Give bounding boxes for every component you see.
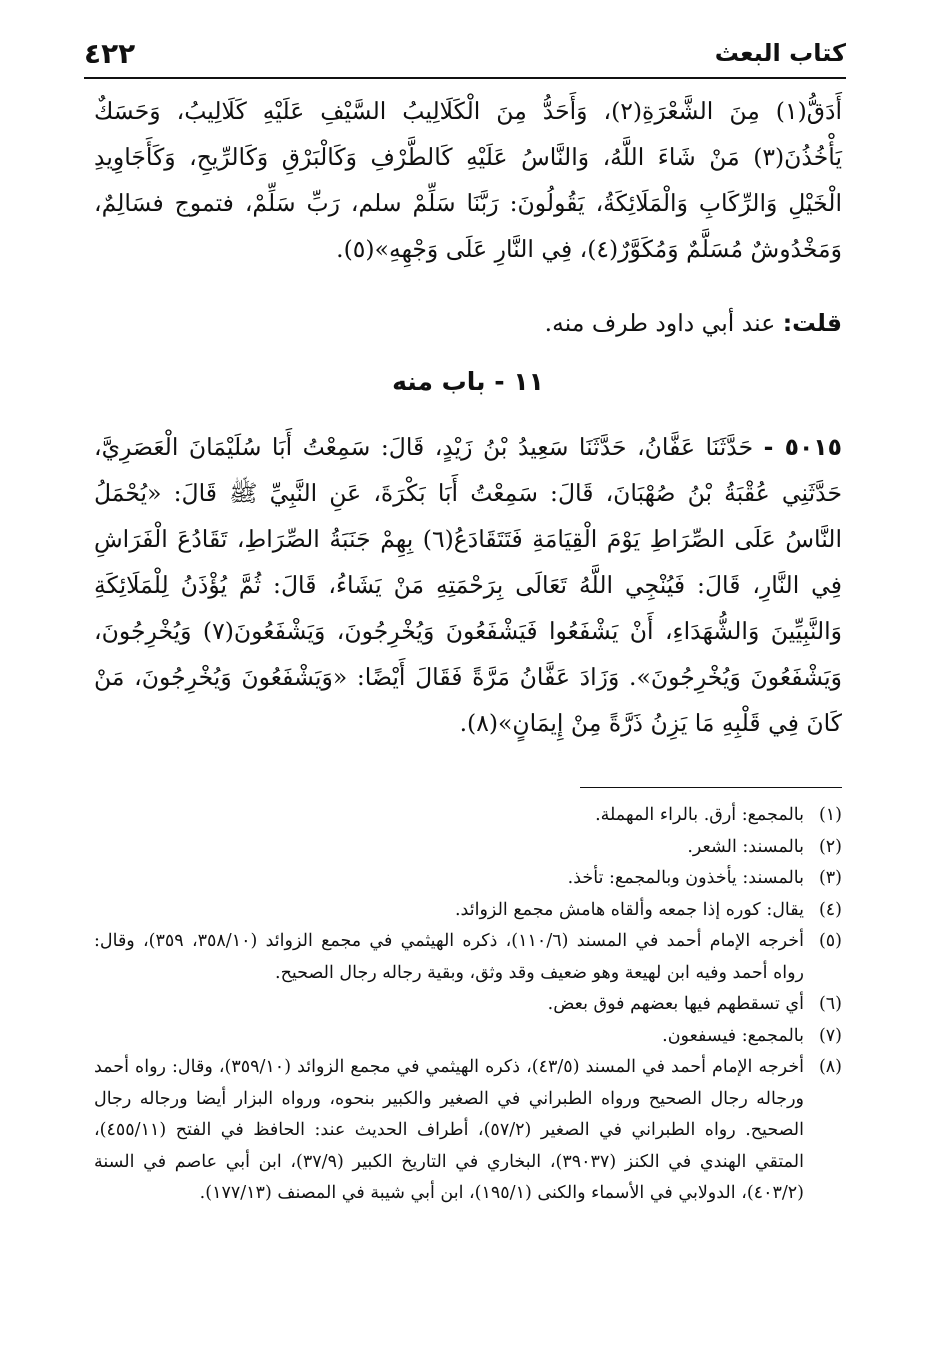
footnote-text: بالمجمع: فيسفعون. — [662, 1025, 804, 1046]
footnotes — [94, 800, 842, 1210]
footnote-1 — [94, 800, 842, 832]
footnote-divider — [580, 787, 842, 788]
paragraph-text: أَدَقُّ(١) مِنَ الشَّعْرَةِ(٢)، وَأَحَدُّ مِنَ الْكَلَالِيبُ السَّيْفِ عَلَيْهِ كَلَالِيبُ، وَحَسَكٌ يَأْخُذُنَ(٣) مَنْ شَاءَ اللَّهُ، وَالنَّاسُ عَلَيْهِ كَالطَّرْفِ وَكَالْبَرْقِ وَكَالرِّيحِ، وَكَأَجَاوِيدِ الْخَيْلِ وَالرِّكَابِ وَالْمَلَائِكَةُ، يَقُولُونَ: رَبَّنَا سَلِّمْ سلم، رَبِّ سَلِّمْ، فتموج فسَالِمٌ، وَمَخْدُوشٌ مُسَلَّمٌ وَمُكَوَّرٌ(٤)، فِي النَّارِ عَلَى وَجْهِهِ»(٥). — [94, 97, 842, 263]
footnote-number: (٦) — [818, 994, 842, 1014]
hadith-text: حَدَّثَنَا عَفَّانُ، حَدَّثَنَا سَعِيدُ بْنُ زَيْدٍ، قَالَ: سَمِعْتُ أَبَا سُلَيْمَانَ الْعَصَرِيَّ، حَدَّثَنِي عُقْبَةُ بْنُ صُهْبَانَ، قَالَ: سَمِعْتُ أَبَا بَكْرَةَ، عَنِ النَّبِيِّ ﷺ قَالَ: «يُحْمَلُ النَّاسُ عَلَى الصِّرَاطِ يَوْمَ الْقِيَامَةِ فَتَتَقَادَعُ(٦) بِهِمْ جَنَبَةُ الصِّرَاطِ، تَقَادُعَ الْفَرَاشِ فِي النَّارِ، قَالَ: فَيُنْجِي اللَّهُ تَعَالَى بِرَحْمَتِهِ مَنْ يَشَاءُ، قَالَ: ثُمَّ يُؤْذَنُ لِلْمَلَائِكَةِ وَالنَّبِيِّينَ وَالشُّهَدَاءِ، أَنْ يَشْفَعُوا فَيَشْفَعُونَ وَيُخْرِجُونَ، وَيَشْفَعُونَ(٧) وَيُخْرِجُونَ، وَيَشْفَعُونَ وَيُخْرِجُونَ». وَزَادَ عَفَّانُ مَرَّةً فَقَالَ أَيْضًا: «وَيَشْفَعُونَ وَيُخْرِجُونَ، مَنْ كَانَ فِي قَلْبِهِ مَا يَزِنُ ذَرَّةً مِنْ إِيمَانٍ»(٨). — [94, 433, 842, 737]
note-label: قلت: — [782, 309, 842, 337]
header-divider — [84, 77, 846, 79]
footnote-6 — [94, 989, 842, 1021]
footnote-number: (٣) — [818, 868, 842, 888]
footnote-7 — [94, 1021, 842, 1053]
footnote-3 — [94, 863, 842, 895]
footnote-number: (٨) — [818, 1057, 842, 1077]
footnote-5 — [94, 926, 842, 989]
hadith-5015 — [94, 424, 842, 746]
footnote-8 — [94, 1052, 842, 1210]
footnote-text: أخرجه الإمام أحمد في المسند (٤٣/٥)، ذكره الهيثمي في مجمع الزوائد (٣٥٩/١٠)، وقال: رواه أحمد ورجاله رجال الصحيح ورواه الطبراني في الصغير والكبير بنحوه، ورواه البزار أيضا ورجاله رجال الصحيح. رواه الطبراني في الصغير (٥٧/٢)، أطراف الحديث عند: الحافظ في الفتح (٤٥٥/١١)، المتقي الهندي في الكنز (٣٩٠٣٧)، البخاري في التاريخ الكبير (٣٧/٩)، ابن أبي عاصم في السنة (٤٠٣/٢)، الدولابي في الأسماء والكنى (١٩٥/١)، ابن أبي شيبة في المصنف (١٧٧/١٣). — [94, 1057, 805, 1203]
hadith-number: ٥٠١٥ - — [763, 433, 842, 461]
paragraph-hadith-continuation — [94, 88, 842, 272]
footnote-text: يقال: كوره إذا جمعه وألقاه هامش مجمع الزوائد. — [454, 899, 804, 920]
editor-note — [94, 300, 842, 346]
footnote-2 — [94, 832, 842, 864]
footnote-number: (٥) — [818, 931, 842, 951]
footnote-number: (٤) — [818, 899, 842, 920]
footnote-text: بالمجمع: أرق. بالراء المهملة. — [595, 805, 804, 825]
footnote-text: بالمسند: يأخذون وبالمجمع: تأخذ. — [567, 868, 804, 888]
section-heading: ١١ - باب منه — [392, 367, 544, 396]
footnote-number: (١) — [818, 805, 842, 825]
running-title: كتاب البعث — [714, 39, 846, 67]
footnote-number: (٢) — [818, 836, 842, 857]
footnote-4 — [94, 895, 842, 927]
footnote-number: (٧) — [818, 1025, 842, 1046]
note-text: عند أبي داود طرف منه. — [544, 309, 776, 337]
footnote-text: بالمسند: الشعر. — [687, 836, 804, 857]
page-header — [84, 36, 846, 70]
footnote-text: أي تسقطهم فيها بعضهم فوق بعض. — [547, 994, 804, 1014]
page-number: ٤٢٢ — [84, 36, 136, 70]
footnote-text: أخرجه الإمام أحمد في المسند (١١٠/٦)، ذكره الهيثمي في مجمع الزوائد (٣٥٨/١٠، ٣٥٩)، وقال: رواه أحمد وفيه ابن لهيعة وهو ضعيف وقد وثق، وبقية رجاله رجال الصحيح. — [94, 931, 804, 983]
